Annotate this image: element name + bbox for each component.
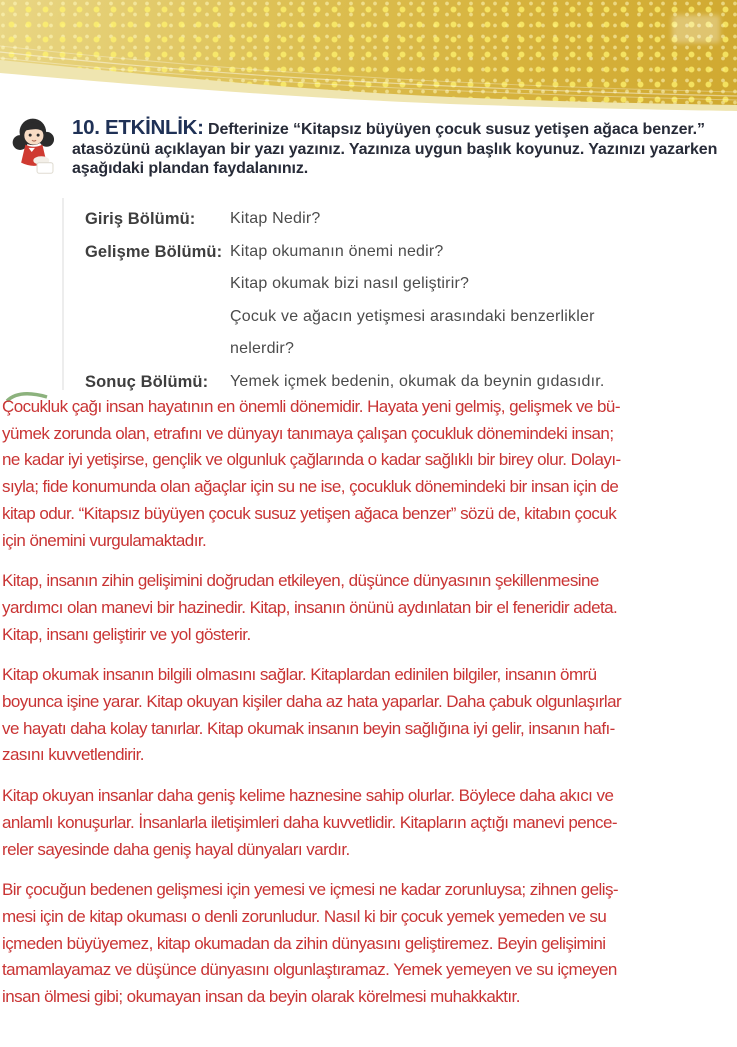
plan-label: Gelişme Bölümü: [85, 242, 223, 261]
activity-instruction-text: Defterinize “Kitapsız büyüyen çocuk susuz yetişen ağaca benzer.” atasözünü açıklayan bir yazı yazınız. Yazınıza uygun başlık koyunuz. Yazınızı yazarken aşağıdaki plandan faydalanınız. [72, 121, 718, 177]
essay-line: Kitap okuyan insanlar daha geniş kelime haznesine sahip olurlar. Böylece daha akıcı ve [2, 786, 614, 806]
essay-line: tamamlayamaz ve düşünce dünyasını olgunlaştıramaz. Yemek yemeyen ve su içmeyen [2, 960, 617, 980]
essay-line: sıyla; fide konumunda olan ağaçlar için su ne ise, çocukluk dönemindeki bir insan için de [2, 477, 619, 497]
essay-line: Kitap, insanı geliştirir ve yol gösterir. [2, 624, 251, 644]
essay-answer [2, 394, 736, 1025]
essay-line: yardımcı olan manevi bir hazinedir. Kitap, insanın önünü aydınlatan bir el feneridir adeta. [2, 597, 618, 617]
essay-paragraph [2, 568, 736, 648]
essay-line: mesi için de kitap okuması o denli zorunludur. Nasıl ki bir çocuk yemek yemeden ve su [2, 906, 607, 926]
essay-line: kitap odur. “Kitapsız büyüyen çocuk susuz yetişen ağaca benzer” sözü de, kitabın çocuk [2, 503, 617, 523]
corner-watermark [672, 15, 720, 43]
plan-row [85, 308, 715, 341]
plan-row [85, 340, 715, 373]
essay-line: için önemini vurgulamaktadır. [2, 530, 207, 550]
banner-wave-shape [0, 0, 737, 116]
plan-text: Yemek içmek bedenin, okumak da beynin gıdasıdır. [230, 372, 605, 390]
essay-line: Çocukluk çağı insan hayatının en önemli dönemidir. Hayata yeni gelmiş, gelişmek ve bü- [2, 397, 620, 416]
essay-line: Kitap, insanın zihin gelişimini doğrudan etkileyen, düşünce dünyasının şekillenmesine [2, 571, 599, 591]
plan-text: nelerdir? [230, 340, 295, 358]
essay-paragraph [2, 877, 736, 1011]
plan-label: Giriş Bölümü: [85, 210, 196, 228]
plan-text: Kitap okumak bizi nasıl geliştirir? [230, 275, 470, 293]
activity-header [8, 112, 720, 186]
plan-left-border [62, 198, 64, 390]
activity-instruction [72, 112, 720, 179]
halftone-banner [0, 0, 737, 116]
essay-line: reler sayesinde daha geniş hayal dünyaları vardır. [2, 839, 350, 859]
girl-writing-icon [8, 116, 64, 186]
essay-paragraph [2, 783, 736, 863]
essay-line: ne kadar iyi yetişirse, gençlik ve olgunluk çağlarında o kadar sağlıklı bir birey olur. Dolayı- [2, 450, 621, 470]
essay-line: Bir çocuğun bedenen gelişmesi için yemesi ve içmesi ne kadar zorunluysa; zihnen geliş- [2, 880, 619, 900]
activity-number-label: 10. ETKİNLİK: [72, 116, 204, 139]
plan-row [85, 275, 715, 308]
essay-paragraph [2, 394, 736, 554]
plan-row [85, 210, 715, 243]
plan-text: Çocuk ve ağacın yetişmesi arasındaki benzerlikler [230, 307, 595, 325]
essay-line: yümek zorunda olan, etrafını ve dünyayı tanımaya çalışan çocukluk dönemindeki insan; [2, 423, 614, 443]
essay-line: insan ölmesi gibi; okumayan insan da beyin olarak körelmesi muhakkaktır. [2, 987, 520, 1007]
essay-line: anlamlı konuşurlar. İnsanlarla iletişimleri daha kuvvetlidir. Kitapların açtığı manevi pence- [2, 812, 618, 832]
essay-line: zasını kuvvetlendirir. [2, 745, 144, 765]
essay-paragraph [2, 662, 736, 769]
essay-line: Kitap okumak insanın bilgili olmasını sağlar. Kitaplardan edinilen bilgiler, insanın ömrü [2, 665, 597, 685]
plan-text: Kitap okumanın önemi nedir? [230, 242, 444, 260]
writing-plan [85, 210, 715, 406]
plan-row [85, 243, 715, 276]
essay-line: boyunca işine yarar. Kitap okuyan kişiler daha az hata yaparlar. Daha çabuk olgunlaşırlar [2, 692, 622, 712]
plan-text: Kitap Nedir? [230, 210, 321, 227]
essay-line: içmeden büyüyemez, kitap okumadan da zihin dünyasını geliştiremez. Beyin gelişimini [2, 933, 606, 953]
plan-label: Sonuç Bölümü: [85, 372, 209, 391]
essay-line: ve hayatı daha kolay tanırlar. Kitap okumak insanın beyin sağlığına iyi gelir, insanın hafı- [2, 718, 615, 738]
